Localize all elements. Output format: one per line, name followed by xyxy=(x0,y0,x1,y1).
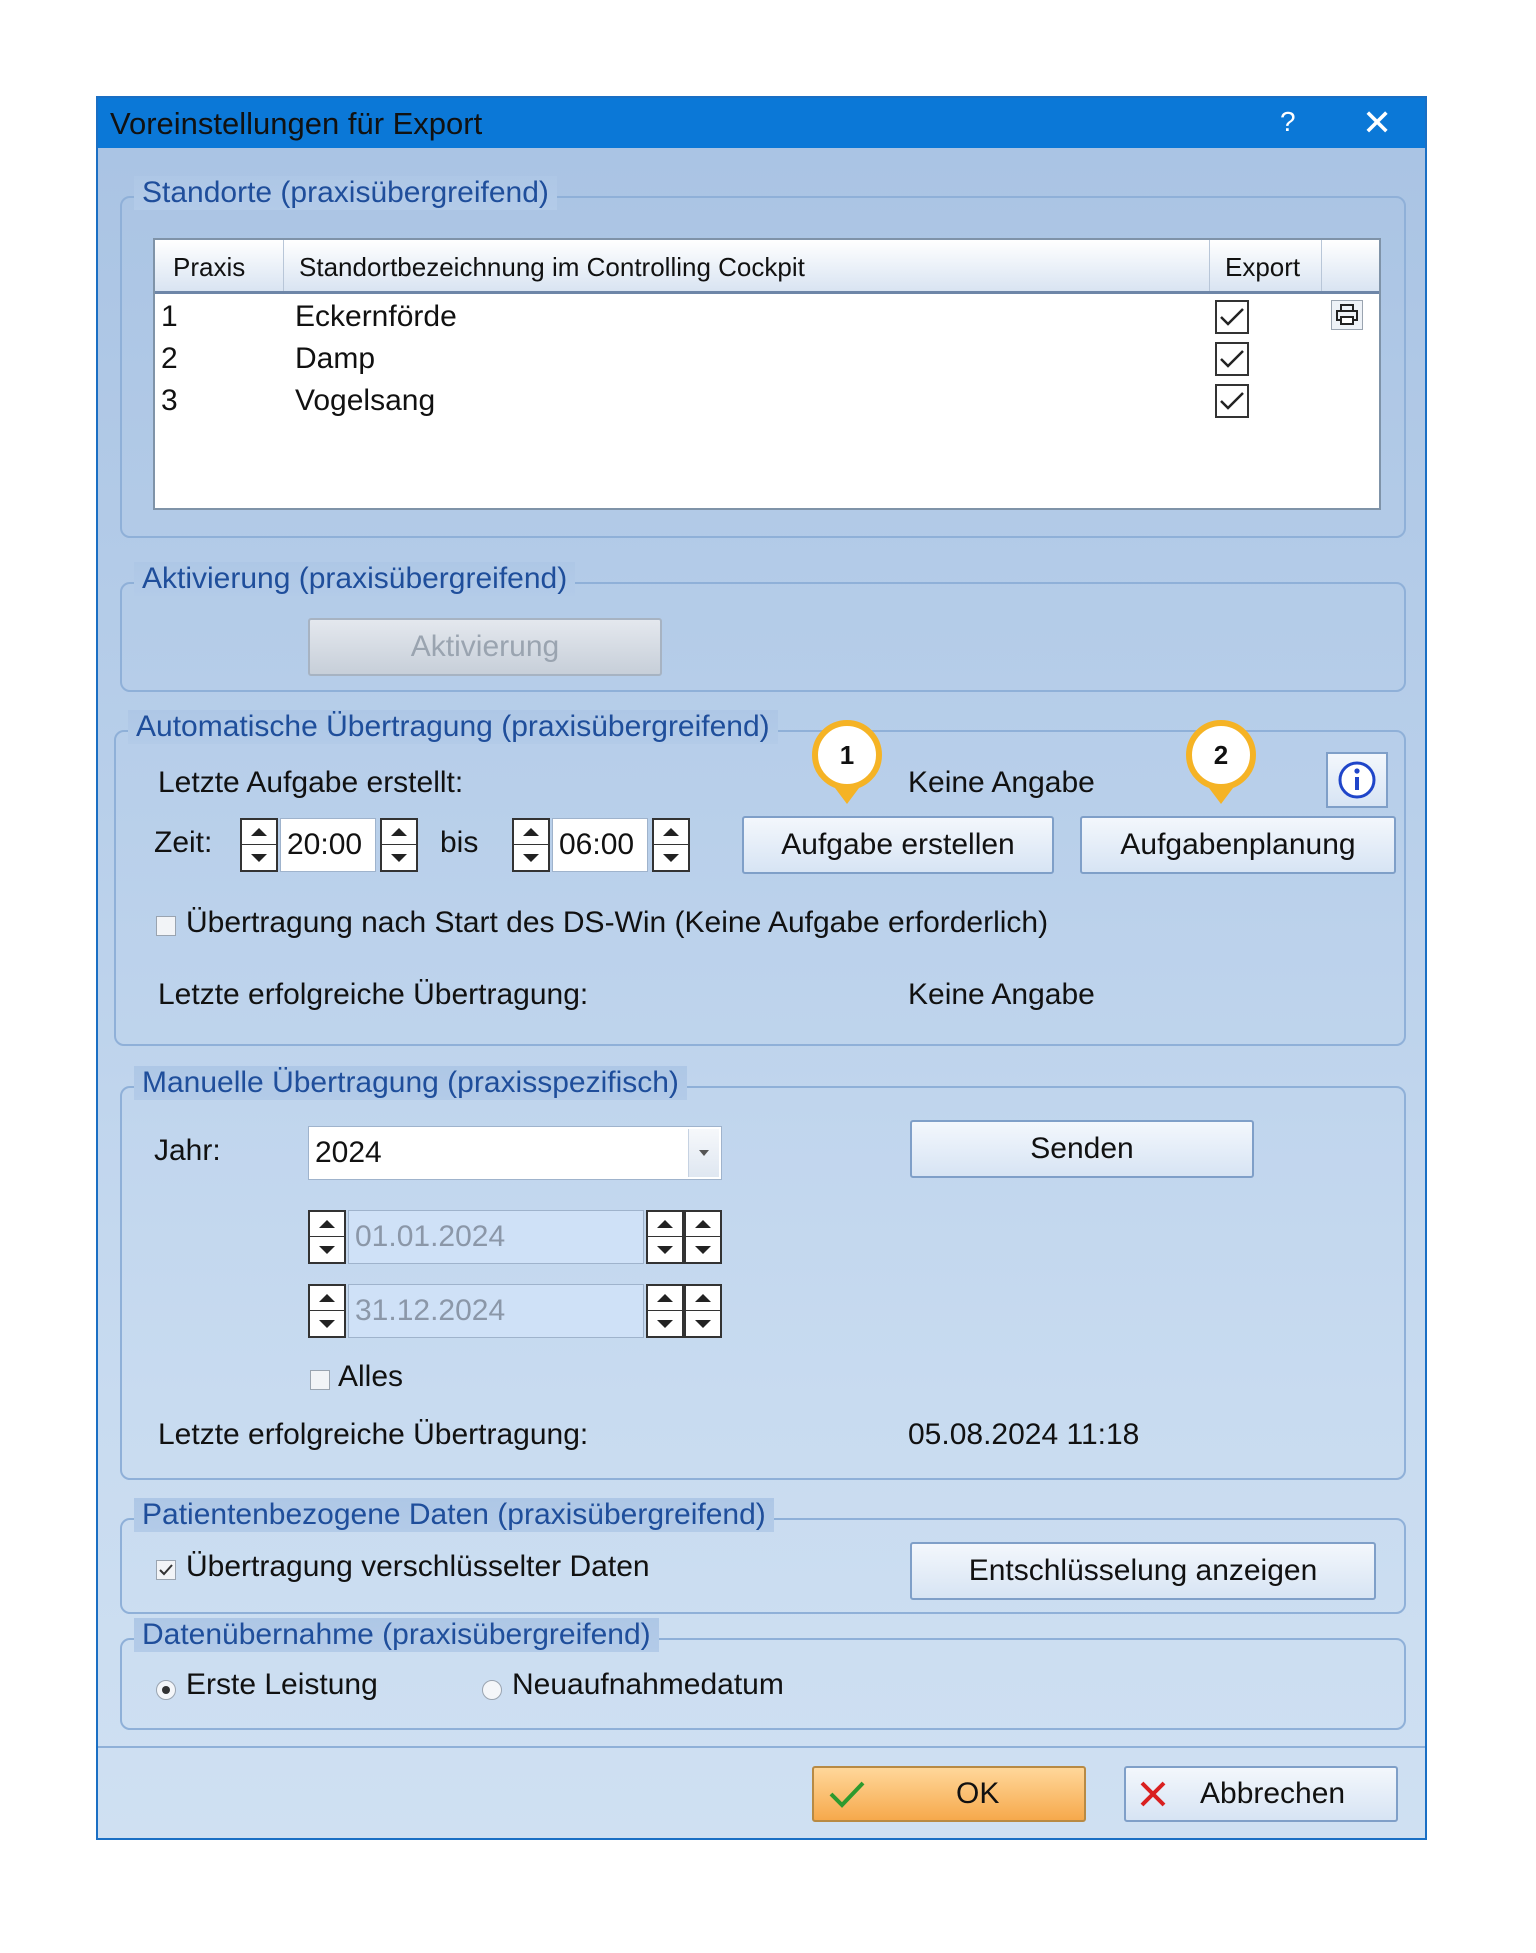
date-from-spinner-right-b[interactable] xyxy=(684,1210,722,1264)
close-icon xyxy=(1138,1779,1168,1809)
printer-icon[interactable] xyxy=(1331,300,1363,330)
column-header-standort[interactable]: Standortbezeichnung im Controlling Cockpit xyxy=(299,252,805,282)
date-from-spinner-right-a[interactable] xyxy=(646,1210,684,1264)
time-from-spinner-left[interactable] xyxy=(240,818,278,872)
date-to-spinner-right-b[interactable] xyxy=(684,1284,722,1338)
encrypted-transfer-checkbox[interactable] xyxy=(156,1560,176,1580)
check-icon xyxy=(828,1779,866,1809)
time-from-spinner-right[interactable] xyxy=(380,818,418,872)
check-icon xyxy=(1219,390,1245,412)
callout-badge-2-tail xyxy=(1209,788,1233,804)
manual-last-success-label: Letzte erfolgreiche Übertragung: xyxy=(158,1418,589,1451)
check-icon xyxy=(1219,348,1245,370)
time-from-input[interactable]: 20:00 xyxy=(280,818,376,872)
callout-badge-1: 1 xyxy=(812,720,882,790)
time-label: Zeit: xyxy=(154,826,213,859)
export-checkbox[interactable] xyxy=(1215,384,1249,418)
send-button[interactable]: Senden xyxy=(910,1120,1254,1178)
manuell-legend: Manuelle Übertragung (praxisspezifisch) xyxy=(134,1066,687,1100)
manual-last-success-value: 05.08.2024 11:18 xyxy=(908,1418,1140,1451)
cancel-button[interactable] xyxy=(1124,1766,1398,1822)
help-button[interactable]: ? xyxy=(1280,106,1296,137)
auto-last-success-label: Letzte erfolgreiche Übertragung: xyxy=(158,978,589,1011)
praxis-cell: 1 xyxy=(161,300,178,333)
auto-last-success-value: Keine Angabe xyxy=(908,978,1095,1011)
time-to-spinner-right[interactable] xyxy=(652,818,690,872)
title-bar xyxy=(98,98,1425,148)
column-header-export[interactable]: Export xyxy=(1225,252,1301,282)
standort-cell: Damp xyxy=(295,342,376,375)
aktivierung-legend: Aktivierung (praxisübergreifend) xyxy=(134,562,575,596)
alles-label: Alles xyxy=(338,1360,404,1393)
encrypted-transfer-label: Übertragung verschlüsselter Daten xyxy=(186,1550,650,1583)
show-decryption-button[interactable]: Entschlüsselung anzeigen xyxy=(910,1542,1376,1600)
time-to-spinner-left[interactable] xyxy=(512,818,550,872)
standorte-table xyxy=(153,238,1381,510)
last-task-value: Keine Angabe xyxy=(908,766,1095,799)
export-checkbox[interactable] xyxy=(1215,342,1249,376)
export-checkbox[interactable] xyxy=(1215,300,1249,334)
create-task-button[interactable]: Aufgabe erstellen xyxy=(742,816,1054,874)
column-header-praxis[interactable]: Praxis xyxy=(173,252,246,282)
arrow-up-icon xyxy=(250,827,268,837)
info-icon[interactable] xyxy=(1326,752,1388,808)
start-transfer-label: Übertragung nach Start des DS-Win (Keine Aufgabe erforderlich) xyxy=(186,906,1049,939)
automatisch-legend: Automatische Übertragung (praxisübergreifend) xyxy=(128,710,778,744)
arrow-down-icon xyxy=(250,853,268,863)
close-button[interactable]: ✕ xyxy=(1362,102,1393,143)
praxis-cell: 2 xyxy=(161,342,178,375)
date-from-input[interactable]: 01.01.2024 xyxy=(348,1210,644,1264)
neuaufnahmedatum-label: Neuaufnahmedatum xyxy=(512,1668,784,1701)
year-label: Jahr: xyxy=(154,1134,221,1167)
erste-leistung-label: Erste Leistung xyxy=(186,1668,378,1701)
ok-label: OK xyxy=(956,1777,1000,1810)
standort-cell: Vogelsang xyxy=(295,384,436,417)
last-task-label: Letzte Aufgabe erstellt: xyxy=(158,766,464,799)
cancel-label: Abbrechen xyxy=(1200,1777,1346,1810)
datenuebernahme-legend: Datenübernahme (praxisübergreifend) xyxy=(134,1618,659,1652)
alles-checkbox[interactable] xyxy=(310,1370,330,1390)
chevron-down-icon[interactable] xyxy=(688,1129,719,1177)
footer-divider xyxy=(98,1746,1425,1748)
task-planning-button[interactable]: Aufgabenplanung xyxy=(1080,816,1396,874)
patienten-legend: Patientenbezogene Daten (praxisübergreifend) xyxy=(134,1498,774,1532)
table-header xyxy=(155,240,1379,294)
window-title: Voreinstellungen für Export xyxy=(110,106,483,141)
callout-badge-1-tail xyxy=(835,788,859,804)
check-icon xyxy=(159,1564,173,1576)
year-select[interactable] xyxy=(308,1126,722,1180)
ok-button[interactable] xyxy=(812,1766,1086,1822)
start-transfer-checkbox[interactable] xyxy=(156,916,176,936)
radio-neuaufnahmedatum[interactable] xyxy=(482,1680,502,1700)
standort-cell: Eckernförde xyxy=(295,300,457,333)
export-settings-dialog xyxy=(96,96,1427,1840)
praxis-cell: 3 xyxy=(161,384,178,417)
bis-label: bis xyxy=(440,826,479,859)
radio-erste-leistung[interactable] xyxy=(156,1680,176,1700)
year-value: 2024 xyxy=(315,1136,382,1169)
callout-badge-2: 2 xyxy=(1186,720,1256,790)
standorte-legend: Standorte (praxisübergreifend) xyxy=(134,176,557,210)
date-to-spinner-left[interactable] xyxy=(308,1284,346,1338)
date-to-spinner-right-a[interactable] xyxy=(646,1284,684,1338)
date-from-spinner-left[interactable] xyxy=(308,1210,346,1264)
check-icon xyxy=(1219,306,1245,328)
date-to-input[interactable]: 31.12.2024 xyxy=(348,1284,644,1338)
aktivierung-button[interactable]: Aktivierung xyxy=(308,618,662,676)
time-to-input[interactable]: 06:00 xyxy=(552,818,648,872)
